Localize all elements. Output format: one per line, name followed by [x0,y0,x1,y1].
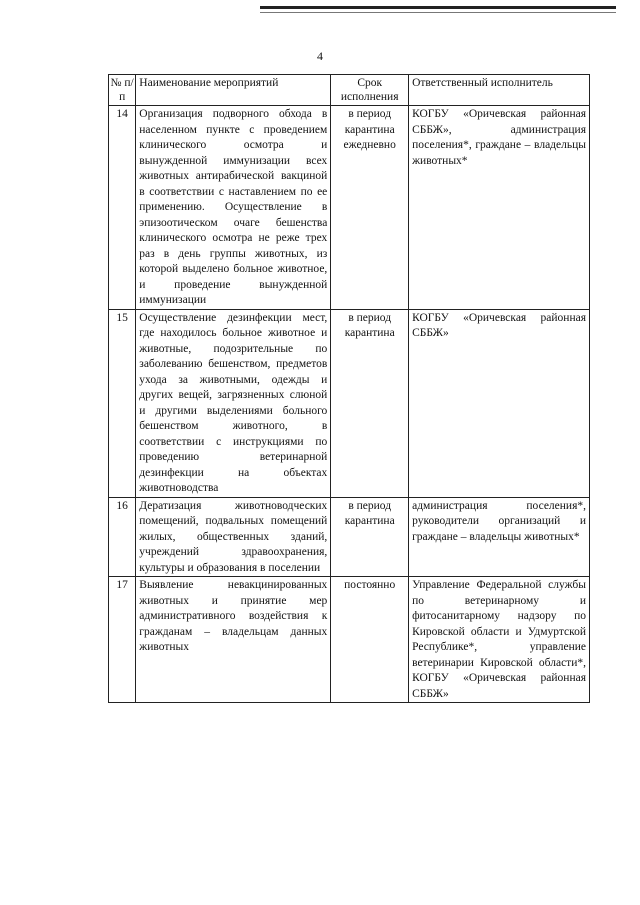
table-row [109,577,590,703]
header-rule-thick [260,6,616,9]
row-term: в период карантина [331,309,409,497]
header-rule-thin [260,12,616,13]
row-responsible: администрация поселения*, руководители организаций и граждане – владельцы животных* [409,497,590,577]
header-name: Наименование мероприятий [136,75,331,106]
row-number: 17 [109,577,136,703]
header-responsible: Ответственный исполнитель [409,75,590,106]
row-number: 15 [109,309,136,497]
table-row [109,309,590,497]
row-responsible: КОГБУ «Оричевская районная СББЖ», администрация поселения*, граждане – владельцы животных* [409,106,590,310]
row-measure-name: Выявление невакцинированных животных и принятие мер административного воздействия к гражданам – владельцам данных животных [136,577,331,703]
header-term: Срок исполнения [331,75,409,106]
row-measure-name: Организация подворного обхода в населенном пункте с проведением клинического осмотра и вынужденной иммунизации всех животных антирабической вакциной в соответствии с наставлением по ее применению. Осуществление в эпизоотическом очаге бешенства клинического осмотра не реже трех раз в день группы животных, из которой выделено больное животное, и проведение вынужденной иммунизации [136,106,331,310]
row-measure-name: Дератизация животноводческих помещений, подвальных помещений жилых, общественных зданий, учреждений здравоохранения, культуры и образования в поселении [136,497,331,577]
table-row [109,106,590,310]
table-row [109,497,590,577]
row-term: постоянно [331,577,409,703]
row-responsible: КОГБУ «Оричевская районная СББЖ» [409,309,590,497]
header-num: № п/п [109,75,136,106]
row-term: в период карантина ежедневно [331,106,409,310]
measures-table [108,74,590,703]
row-responsible: Управление Федеральной службы по ветеринарному и фитосанитарному надзору по Кировской области и Удмуртской Республике*, управление ветеринарии Кировской области*, КОГБУ «Оричевская районная СББЖ» [409,577,590,703]
row-number: 14 [109,106,136,310]
table-header-row [109,75,590,106]
row-term: в период карантина [331,497,409,577]
row-number: 16 [109,497,136,577]
row-measure-name: Осуществление дезинфекции мест, где находилось больное животное и животные, подозрительные по заболеванию бешенством, предметов ухода за животными, одежды и других вещей, загрязненных слюной и другими выделениями больного бешенством животного, в соответствии с инструкциями по проведению ветеринарной дезинфекции на объектах животноводства [136,309,331,497]
page-number: 4 [317,49,323,63]
